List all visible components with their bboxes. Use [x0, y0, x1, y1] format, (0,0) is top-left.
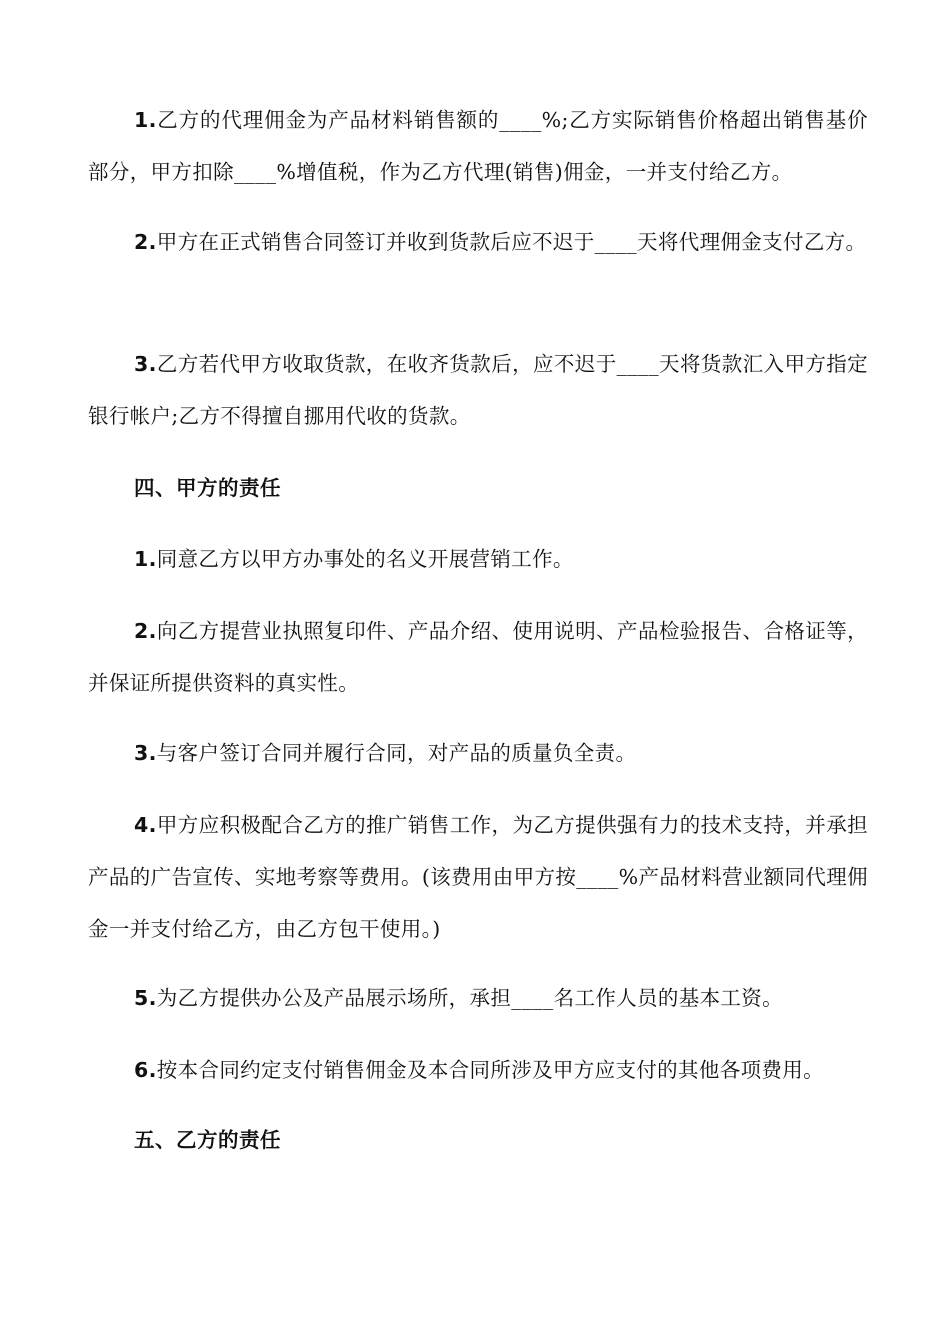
- clause-text: 乙方的代理佣金为产品材料销售额的____%;乙方实际销售价格超出销售基价部分，甲方扣除____%增值税，作为乙方代理(销售)佣金，一并支付给乙方。: [88, 108, 868, 184]
- clause-payment-collection: [88, 338, 868, 442]
- party-a-duty-2: [88, 605, 868, 709]
- clause-number: 2.: [134, 619, 157, 643]
- clause-number: 4.: [134, 813, 157, 837]
- clause-number: 3.: [134, 741, 157, 765]
- clause-text: 按本合同约定支付销售佣金及本合同所涉及甲方应支付的其他各项费用。: [156, 1058, 824, 1082]
- clause-text: 为乙方提供办公及产品展示场所，承担____名工作人员的基本工资。: [156, 986, 783, 1010]
- party-a-duty-5: [88, 972, 868, 1024]
- clause-text: 向乙方提营业执照复印件、产品介绍、使用说明、产品检验报告、合格证等，并保证所提供资料的真实性。: [88, 619, 868, 695]
- clause-number: 5.: [134, 986, 157, 1010]
- clause-text: 与客户签订合同并履行合同，对产品的质量负全责。: [156, 741, 637, 765]
- clause-text: 甲方在正式销售合同签订并收到货款后应不迟于____天将代理佣金支付乙方。: [156, 230, 867, 254]
- section-heading-party-a: 四、甲方的责任: [134, 476, 281, 500]
- clause-commission-payment: [88, 216, 868, 268]
- clause-number: 1.: [134, 108, 157, 132]
- party-a-duty-1: [88, 533, 868, 585]
- party-a-duty-4: [88, 799, 868, 955]
- clause-text: 乙方若代甲方收取货款，在收齐货款后，应不迟于____天将货款汇入甲方指定银行帐户;乙方不得擅自挪用代收的货款。: [88, 352, 868, 428]
- clause-number: 2.: [134, 230, 157, 254]
- party-a-duty-6: [88, 1044, 868, 1096]
- clause-text: 甲方应积极配合乙方的推广销售工作，为乙方提供强有力的技术支持，并承担产品的广告宣传、实地考察等费用。(该费用由甲方按____%产品材料营业额同代理佣金一并支付给乙方，由乙方包干使用。): [88, 813, 868, 941]
- clause-text: 同意乙方以甲方办事处的名义开展营销工作。: [156, 547, 574, 571]
- clause-number: 6.: [134, 1058, 157, 1082]
- clause-commission-rate: [88, 94, 868, 198]
- clause-number: 3.: [134, 352, 157, 376]
- section-heading-party-b: 五、乙方的责任: [134, 1128, 281, 1152]
- party-a-duty-3: [88, 727, 868, 779]
- clause-number: 1.: [134, 547, 157, 571]
